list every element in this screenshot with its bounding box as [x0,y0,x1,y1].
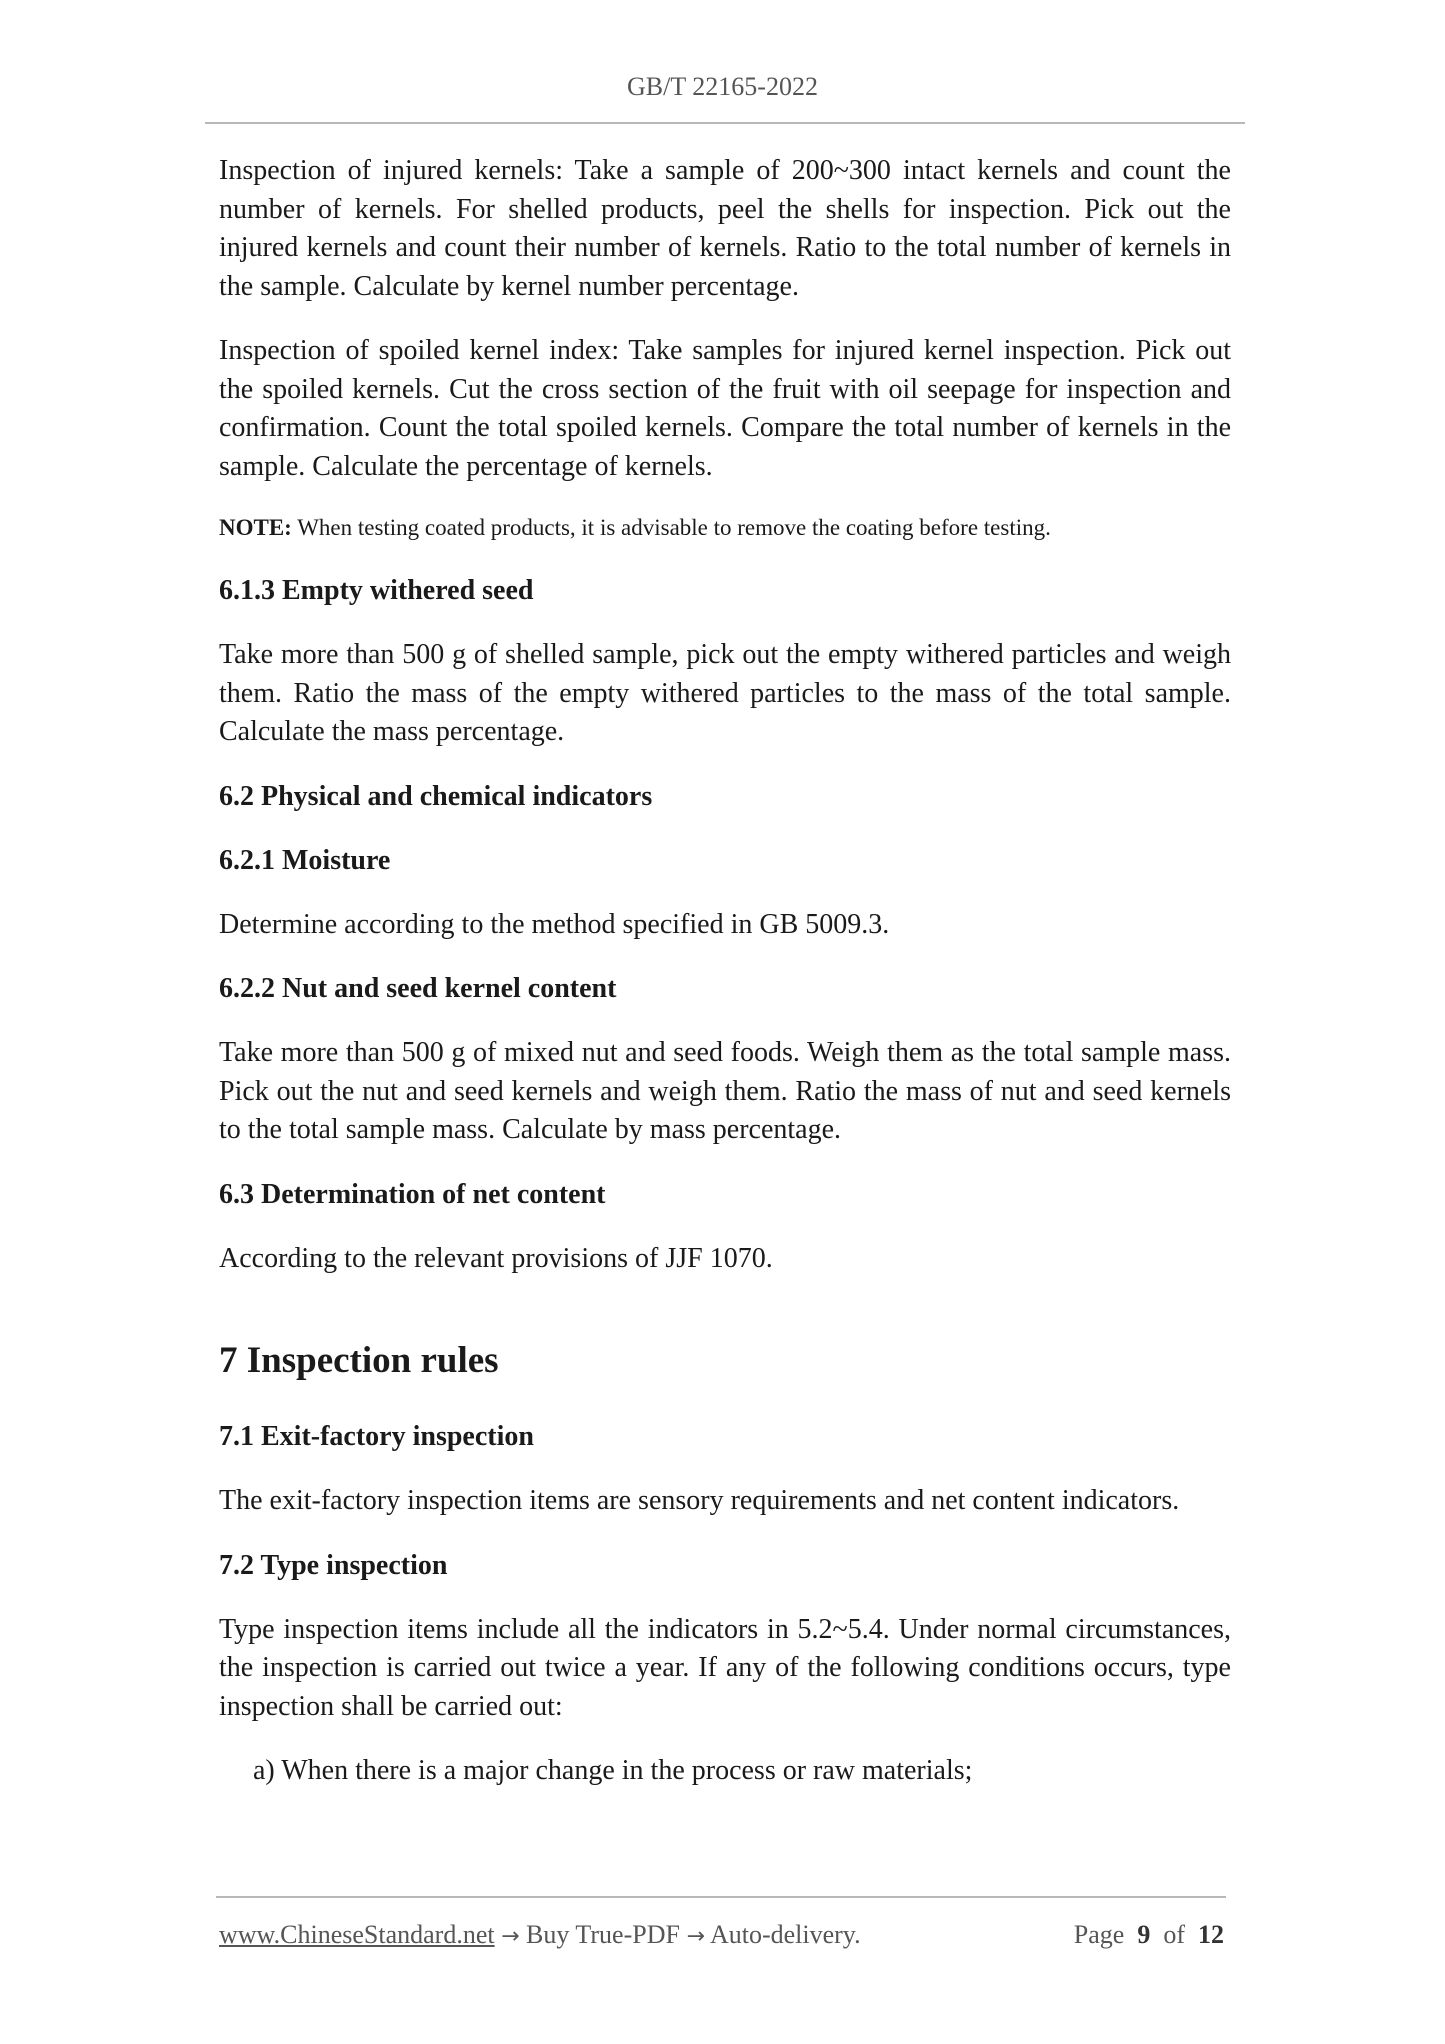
heading-7-1: 7.1 Exit-factory inspection [219,1421,534,1452]
footer-buy-text: Buy True-PDF [526,1920,680,1949]
page-header-title: GB/T 22165-2022 [627,72,818,101]
page-current: 9 [1137,1920,1151,1949]
footer-divider [216,1896,1226,1898]
paragraph-6-2-2: Take more than 500 g of mixed nut and seed foods. Weigh them as the total sample mass. Pick out the nut and seed kernels and weigh them. Ratio the mass of nut and seed kernels to the total sample mass. Calculate by mass percentage. [219,1037,1231,1145]
paragraph-6-3: According to the relevant provisions of JJF 1070. [219,1242,773,1274]
list-item-a: a) When there is a major change in the process or raw materials; [253,1755,973,1786]
paragraph-spoiled-kernels: Inspection of spoiled kernel index: Take samples for injured kernel inspection. Pick out the spoiled kernels. Cut the cross section of the fruit with oil seepage for inspection and confirmation. Count the total spoiled kernels. Compare the total number of kernels in the sample. Calculate the percentage of kernels. [219,335,1231,482]
header-divider [205,122,1245,124]
heading-7: 7 Inspection rules [219,1340,499,1381]
note-label: NOTE: [219,515,292,540]
arrow-right-icon: → [501,1924,520,1949]
heading-6-3: 6.3 Determination of net content [219,1178,606,1210]
heading-6-2-1: 6.2.1 Moisture [219,844,391,876]
heading-6-2-2: 6.2.2 Nut and seed kernel content [219,973,617,1004]
note [219,512,1231,544]
document-body [219,152,1231,1791]
paragraph-7-1: The exit-factory inspection items are sensory requirements and net content indicators. [219,1485,1180,1516]
page-number [1074,1920,1224,1950]
paragraph-6-2-1: Determine according to the method specified in GB 5009.3. [219,908,890,940]
heading-6-2: 6.2 Physical and chemical indicators [219,780,653,812]
footer-delivery-text: Auto-delivery. [709,1920,861,1949]
note-text: When testing coated products, it is advisable to remove the coating before testing. [297,515,1051,540]
footer-site-link[interactable]: www.ChineseStandard.net [219,1920,495,1949]
paragraph-6-1-3: Take more than 500 g of shelled sample, pick out the empty withered particles and weigh them. Ratio the mass of the empty withered particles to the mass of the total sample. Calculate the mass percentage. [219,639,1231,747]
page-total: 12 [1198,1920,1224,1949]
paragraph-7-2: Type inspection items include all the indicators in 5.2~5.4. Under normal circumstances, the inspection is carried out twice a year. If any of the following conditions occurs, type inspection shall be carried out: [219,1613,1231,1722]
paragraph-injured-kernels: Inspection of injured kernels: Take a sample of 200~300 intact kernels and count the number of kernels. For shelled products, peel the shells for inspection. Pick out the injured kernels and count their number of kernels. Ratio to the total number of kernels in the sample. Calculate by kernel number percentage. [219,155,1231,302]
page-of-word: of [1163,1920,1185,1949]
footer-promo [219,1920,861,1950]
arrow-right-icon: → [686,1924,705,1949]
heading-7-2: 7.2 Type inspection [219,1549,448,1581]
heading-6-1-3: 6.1.3 Empty withered seed [219,575,534,606]
page-word: Page [1073,1920,1125,1949]
